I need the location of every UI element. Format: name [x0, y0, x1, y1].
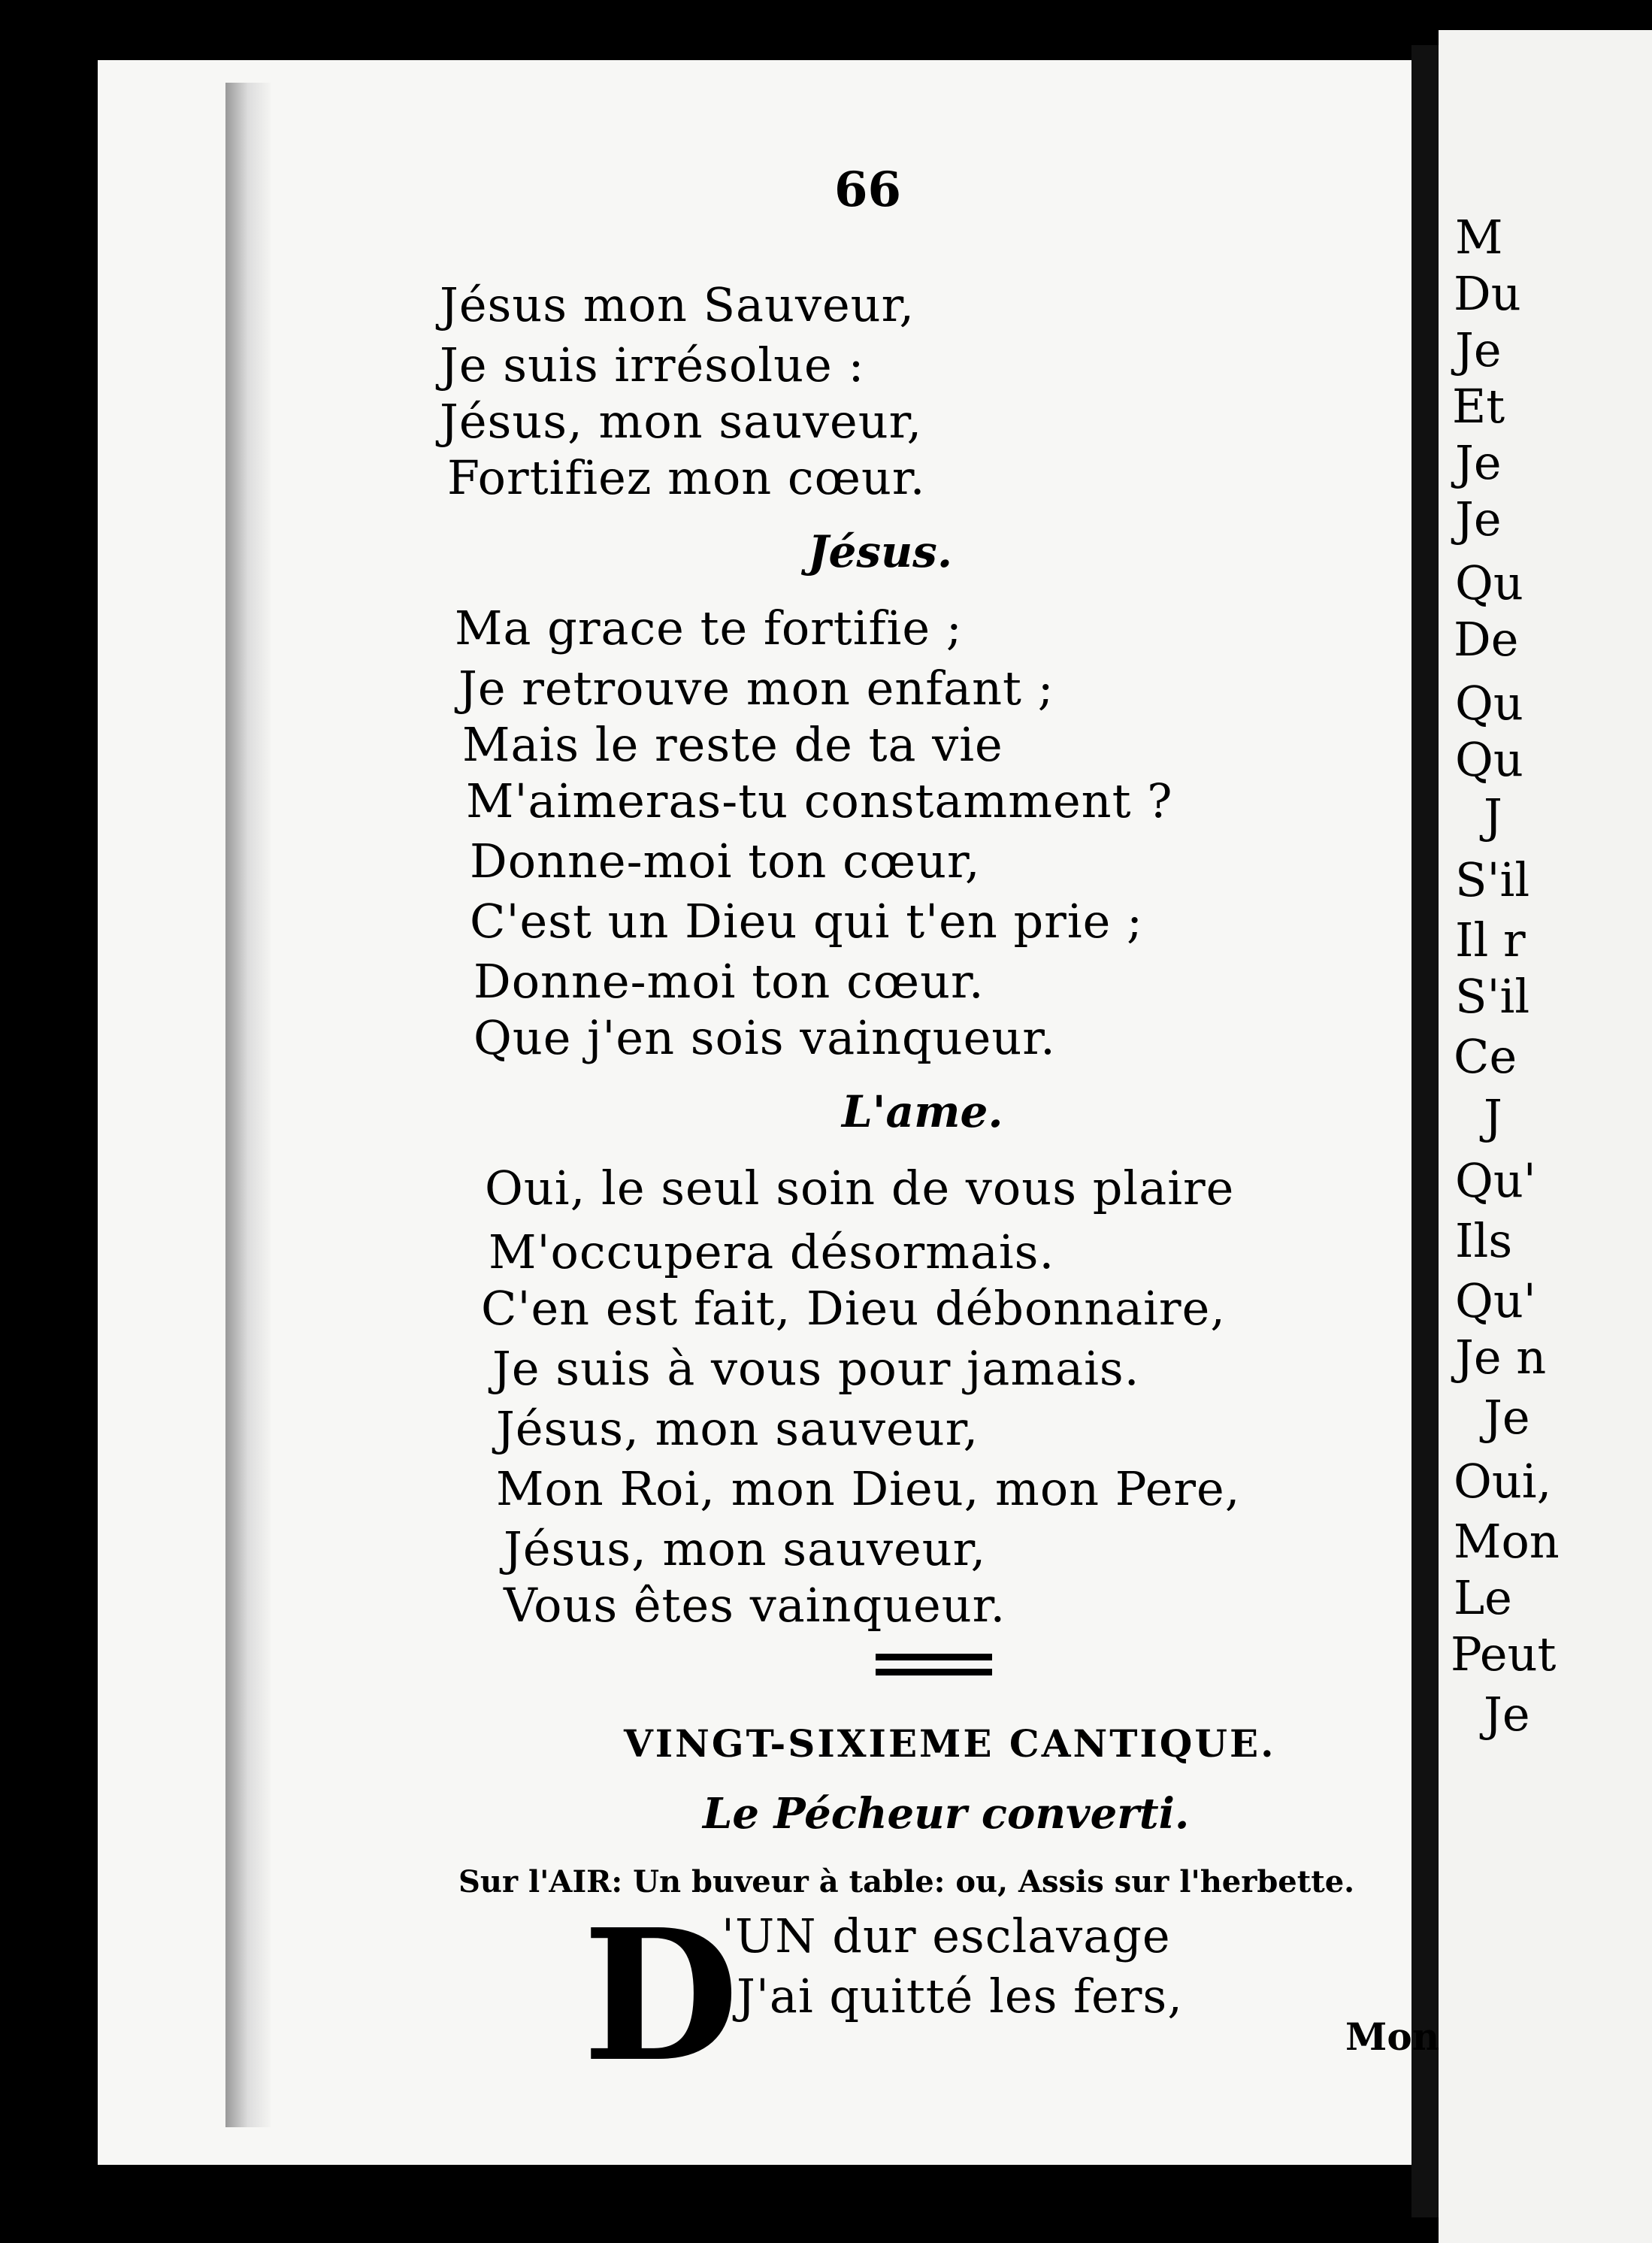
facing-page-line: Qu' — [1455, 1273, 1536, 1328]
verse-line: 'UN dur esclavage — [722, 1909, 1171, 1963]
facing-page-line: Mon — [1454, 1514, 1560, 1569]
verse-line: M'aimeras-tu constamment ? — [466, 773, 1173, 828]
facing-page-line: Qu — [1455, 555, 1523, 610]
verse-line: Jésus, mon sauveur, — [496, 1401, 979, 1456]
verse-line: M'occupera désormais. — [489, 1224, 1055, 1279]
facing-page-line: Je — [1455, 492, 1502, 546]
speaker-label: L'ame. — [842, 1086, 1003, 1137]
facing-page-line: Peut — [1451, 1627, 1557, 1681]
verse-line: Jésus, mon sauveur, — [504, 1521, 987, 1576]
catchword: Mon — [1345, 2014, 1440, 2059]
verse-line: Que j'en sois vainqueur. — [474, 1010, 1056, 1065]
facing-page-line: Le — [1454, 1570, 1512, 1625]
verse-line: Donne-moi ton cœur. — [474, 954, 985, 1009]
verse-line: Fortifiez mon cœur. — [447, 450, 926, 505]
facing-page-line: Je — [1484, 1687, 1530, 1742]
verse-line: Je suis irrésolue : — [440, 338, 865, 392]
verse-line: Donne-moi ton cœur, — [470, 834, 981, 888]
facing-page-line: J — [1484, 1089, 1502, 1144]
facing-page-line: Qu — [1455, 732, 1523, 787]
facing-page-line: Et — [1452, 379, 1505, 434]
verse-line: Mon Roi, mon Dieu, mon Pere, — [496, 1461, 1241, 1516]
verse-line: Mais le reste de ta vie — [462, 717, 1003, 772]
facing-page-line: Ils — [1455, 1213, 1513, 1268]
canticle-subtitle: Le Pécheur converti. — [703, 1789, 1190, 1839]
verse-line: C'en est fait, Dieu débonnaire, — [481, 1281, 1226, 1336]
facing-page-line: S'il — [1455, 852, 1530, 907]
facing-page-line: Oui, — [1454, 1454, 1552, 1509]
facing-page-line: S'il — [1455, 969, 1530, 1024]
facing-page-line: Je — [1484, 1390, 1530, 1445]
verse-line: Je suis à vous pour jamais. — [492, 1341, 1140, 1396]
double-rule-bottom — [876, 1669, 992, 1675]
drop-cap: D — [582, 1890, 740, 2102]
facing-page-line: Qu' — [1455, 1153, 1536, 1208]
facing-page-line: J — [1484, 789, 1502, 843]
page-curve-shadow — [225, 83, 271, 2127]
facing-page-line: Je — [1455, 435, 1502, 490]
verse-line: Jésus, mon sauveur, — [440, 394, 923, 449]
facing-page-line: Je — [1455, 322, 1502, 377]
verse-line: Jésus mon Sauveur, — [440, 277, 915, 332]
facing-page-line: Du — [1454, 266, 1521, 321]
verse-line: Oui, le seul soin de vous plaire — [485, 1161, 1235, 1215]
verse-line: Je retrouve mon enfant ; — [458, 661, 1054, 716]
facing-page-line: M — [1455, 210, 1503, 265]
speaker-label: Jésus. — [808, 526, 953, 577]
facing-page-line: Je n — [1455, 1330, 1547, 1385]
facing-page-line: Il r — [1455, 913, 1526, 967]
facing-page-line: Ce — [1454, 1029, 1517, 1084]
facing-page-line: De — [1454, 612, 1519, 667]
verse-line: C'est un Dieu qui t'en prie ; — [470, 894, 1143, 949]
book-gutter — [1411, 45, 1439, 2217]
verse-line: J'ai quitté les fers, — [737, 1969, 1183, 2024]
air-line: Sur l'AIR: Un buveur à table: ou, Assis sur l'herbette. — [458, 1864, 1355, 1899]
facing-page — [1439, 30, 1652, 2243]
facing-page-line: Qu — [1455, 676, 1523, 731]
page-number: 66 — [834, 162, 902, 218]
double-rule-top — [876, 1654, 992, 1660]
verse-line: Vous êtes vainqueur. — [504, 1578, 1006, 1633]
canticle-title: VINGT-SIXIEME CANTIQUE. — [624, 1721, 1276, 1766]
verse-line: Ma grace te fortifie ; — [455, 601, 963, 655]
